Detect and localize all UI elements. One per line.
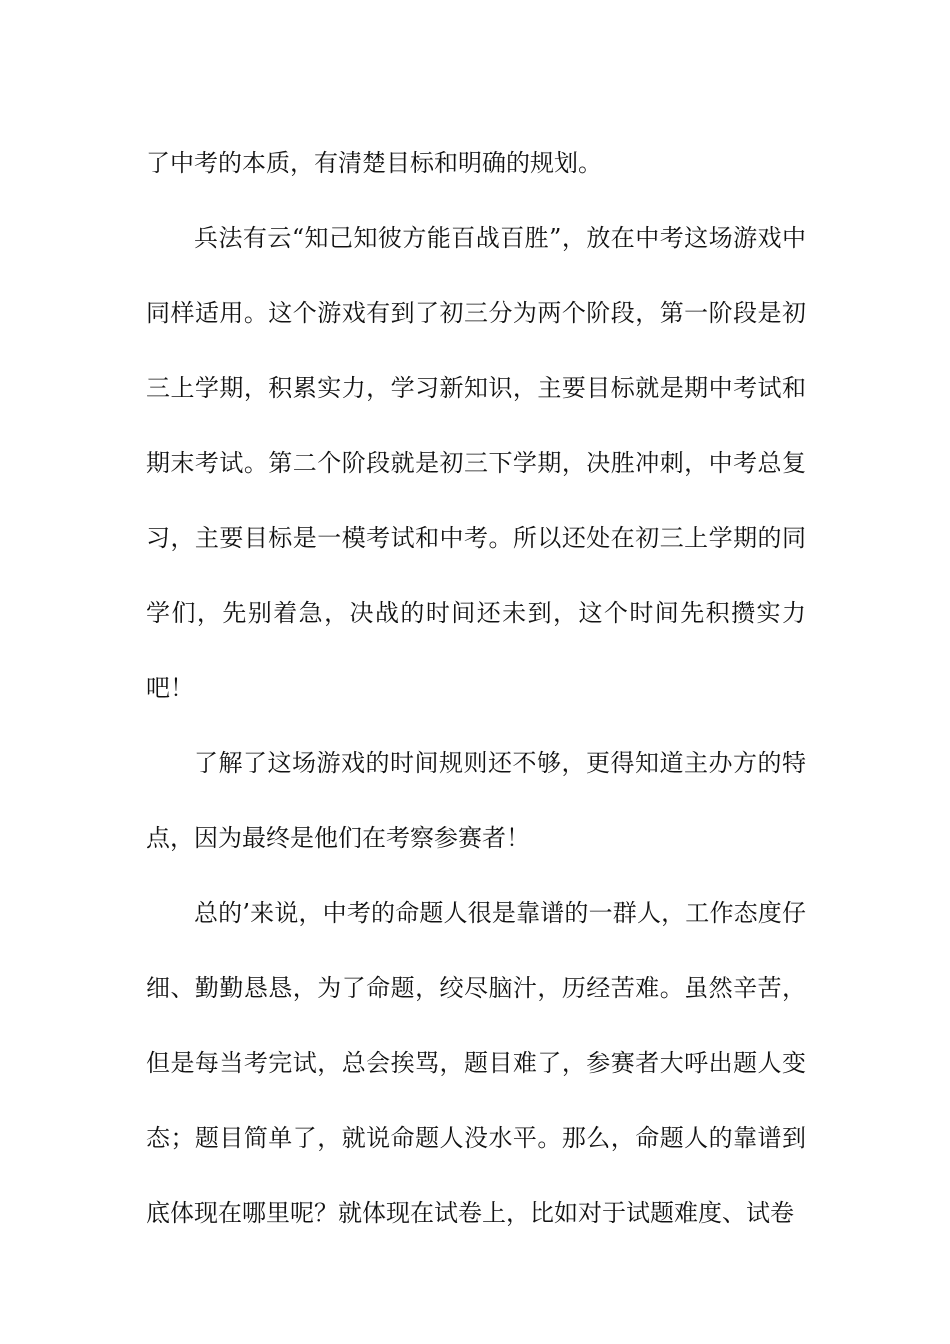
paragraph-4: 总的’来说，中考的命题人很是靠谱的一群人，工作态度仔细、勤勤恳恳，为了命题，绞尽脑汁，历经苦难。虽然辛苦，但是每当考完试，总会挨骂，题目难了，参赛者大呼出题人变态；题目简单了，就说命题人没水平。那么，命题人的靠谱到底体现在哪里呢？就体现在试卷上，比如对于试题难度、试卷	[146, 899, 806, 1227]
paragraph-2: 兵法有云“知己知彼方能百战百胜”，放在中考这场游戏中同样适用。这个游戏有到了初三分为两个阶段，第一阶段是初三上学期，积累实力，学习新知识，主要目标就是期中考试和期末考试。第二个阶段就是初三下学期，决胜冲刺，中考总复习，主要目标是一模考试和中考。所以还处在初三上学期的同学们，先别着急，决战的时间还未到，这个时间先积攒实力吧！	[146, 224, 806, 702]
paragraph-3: 了解了这场游戏的时间规则还不够，更得知道主办方的特点，因为最终是他们在考察参赛者！	[146, 749, 806, 852]
document-body	[146, 126, 806, 1251]
paragraph-1: 了中考的本质，有清楚目标和明确的规划。	[146, 149, 602, 177]
